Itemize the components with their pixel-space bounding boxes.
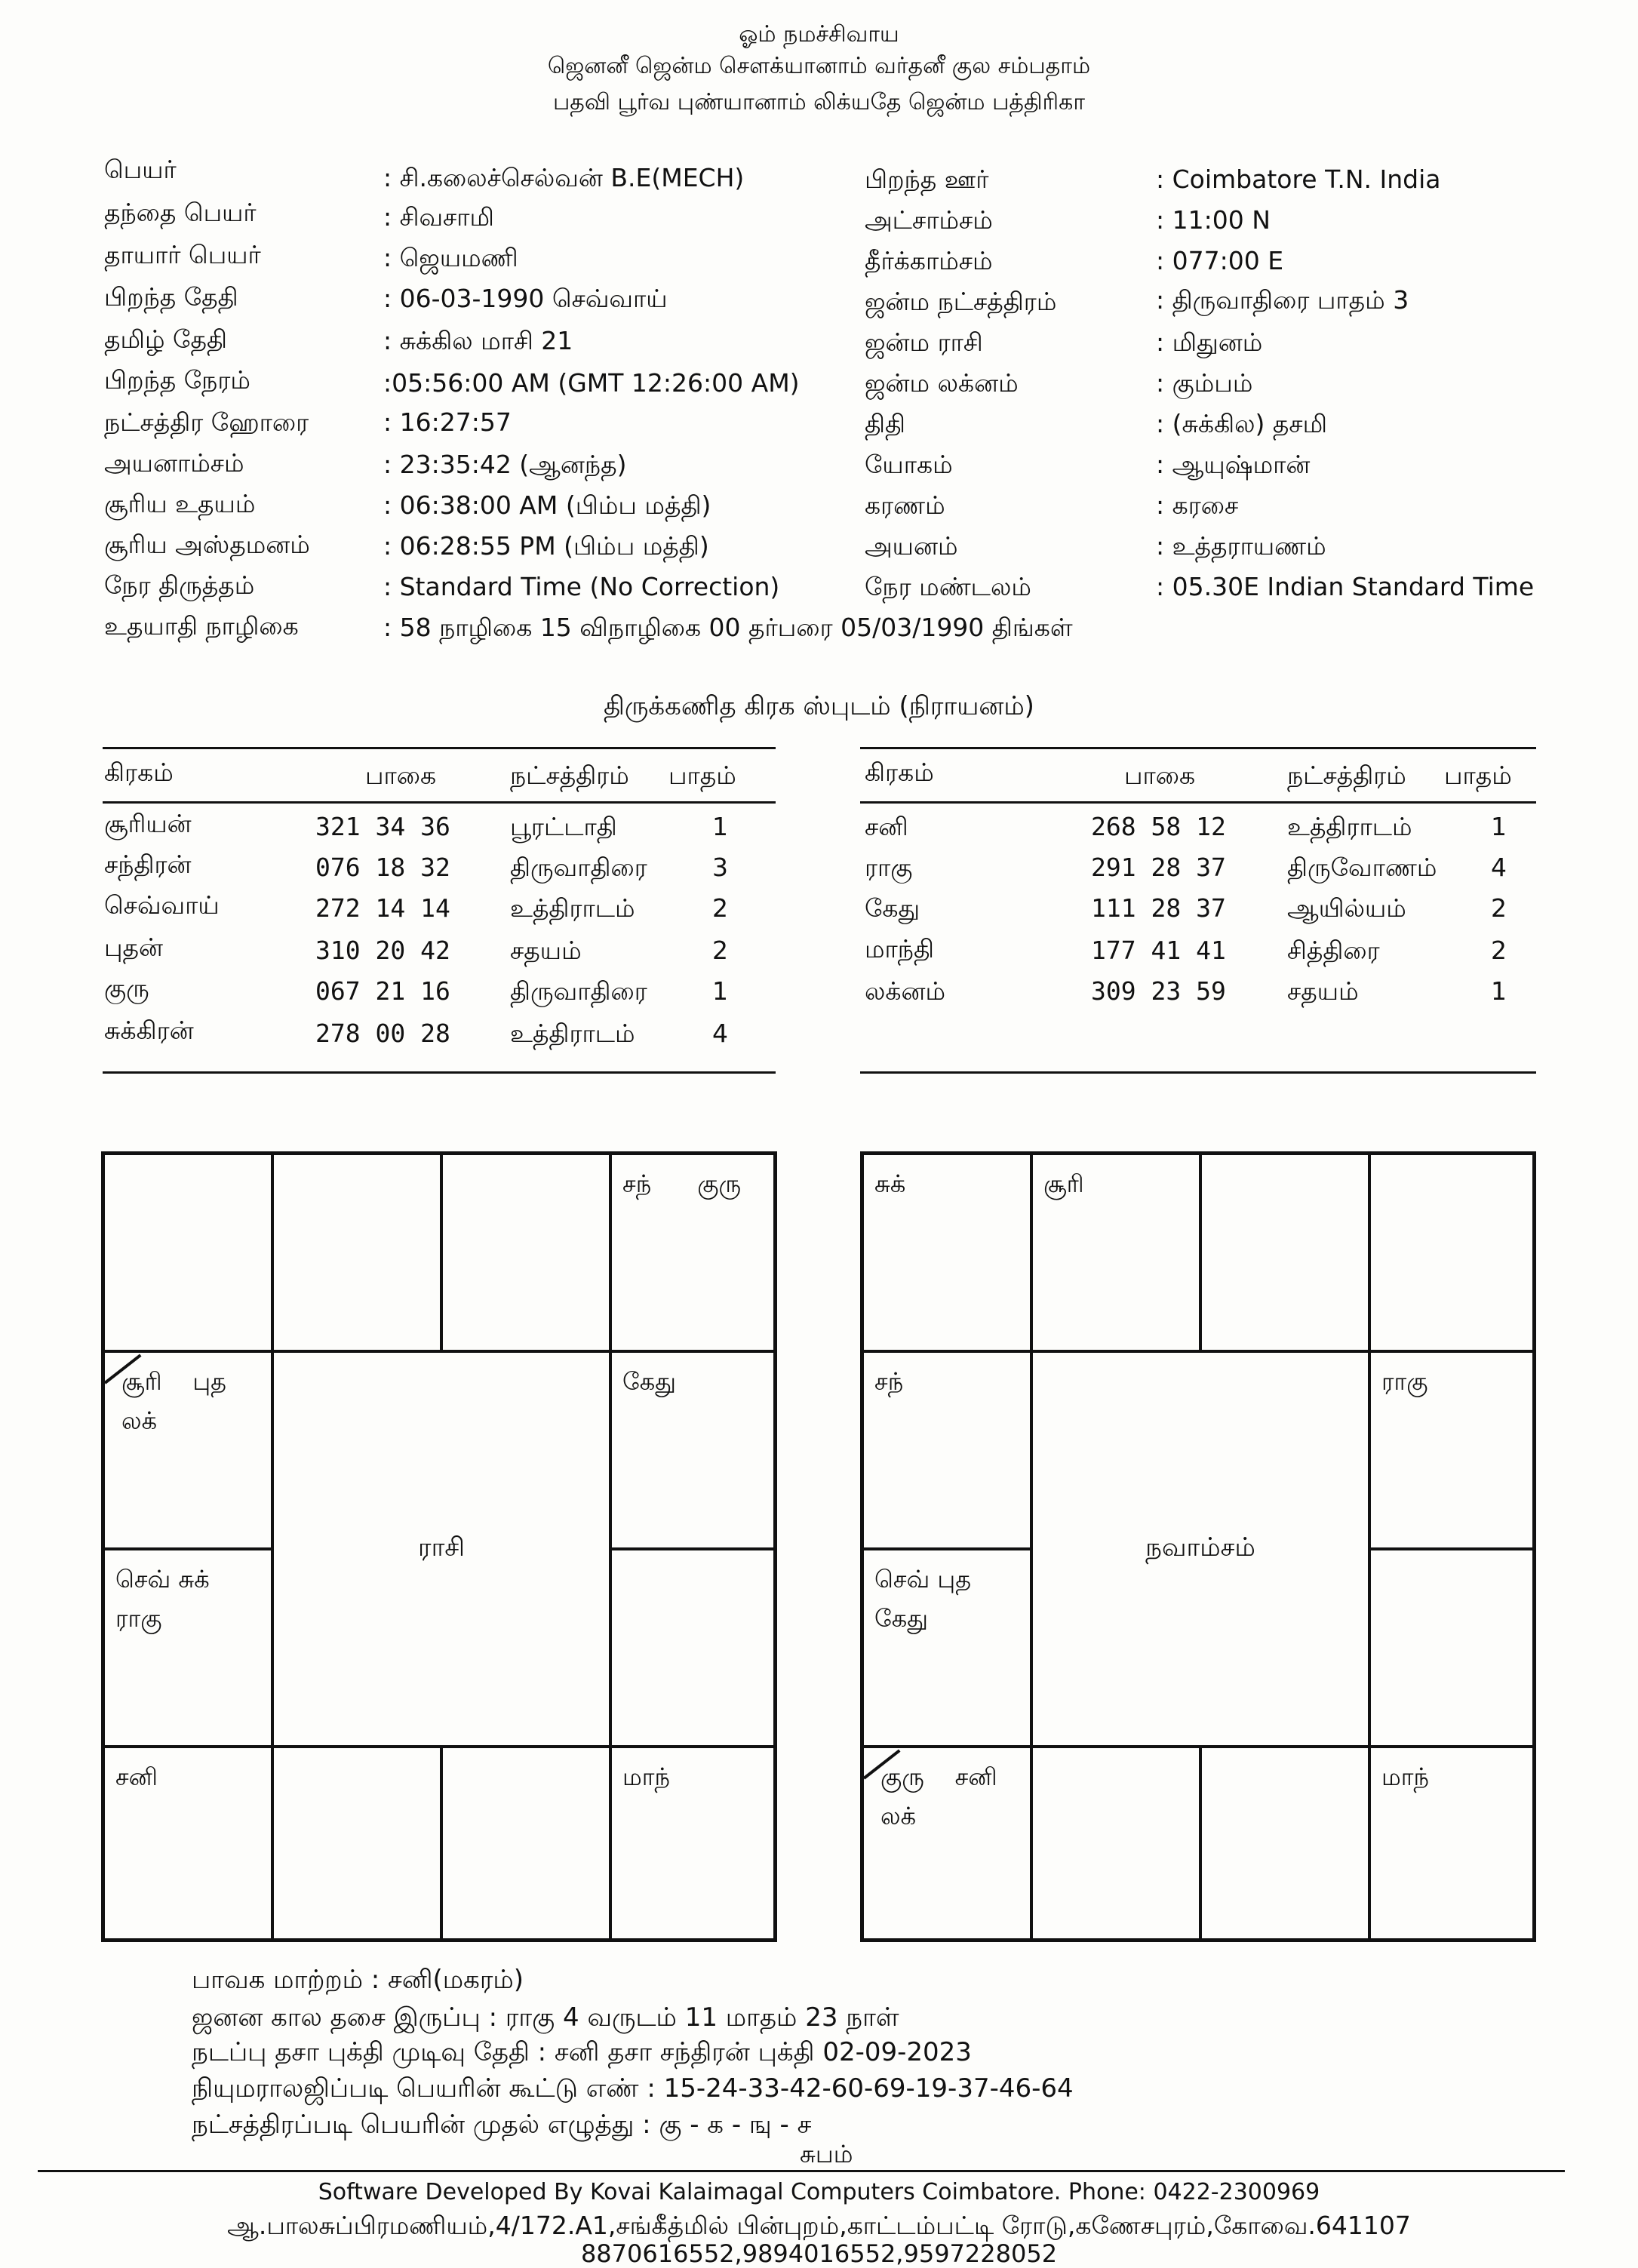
label-name: பெயர்	[104, 155, 177, 184]
cell-pada: 4	[712, 1019, 728, 1048]
rasi-house-taurus	[441, 1154, 610, 1351]
bhava-change: பாவக மாற்றம் : சனி(மகரம்)	[192, 1965, 524, 1995]
table-rule	[103, 801, 776, 804]
navamsa-house-aries: சூரி	[1031, 1154, 1200, 1351]
cell-pada: 2	[1491, 936, 1507, 965]
label-star-hora: நட்சத்திர ஹோரை	[104, 407, 309, 437]
navamsa-house-sagittarius: குரு சனி லக்	[862, 1747, 1031, 1940]
cell-star: திருவாதிரை	[510, 853, 647, 882]
cell-degree: 111 28 37	[1091, 893, 1226, 923]
cell-pada: 1	[1491, 976, 1507, 1006]
cell-pada: 2	[1491, 893, 1507, 923]
rasi-house-leo	[610, 1549, 775, 1747]
cell-pada: 3	[712, 853, 728, 882]
cell-star: உத்திராடம்	[510, 893, 635, 923]
navamsa-house-libra	[1200, 1747, 1369, 1940]
header-degree: பாகை	[1124, 761, 1196, 790]
value-birth-time: :05:56:00 AM (GMT 12:26:00 AM)	[383, 368, 800, 398]
label-janma-rasi: ஜன்ம ராசி	[865, 327, 983, 357]
value-father: : சிவசாமி	[383, 202, 495, 232]
cell-degree: 067 21 16	[315, 976, 450, 1006]
software-address: ஆ.பாலசுப்பிரமணியம்,4/172.A1,சங்கீத்மில் பின்புறம்,காட்டம்பட்டி ரோடு,கணேசபுரம்,கோவை.641107	[227, 2211, 1411, 2240]
header-line-1: ஓம் நமச்சிவாய	[739, 21, 899, 48]
footer-divider	[38, 2170, 1565, 2172]
navamsa-chart	[860, 1151, 1536, 1942]
label-yogam: யோகம்	[865, 450, 953, 479]
rasi-house-virgo: மாந்	[610, 1747, 775, 1940]
cell-planet: சனி	[865, 812, 908, 841]
numerology-total: நியுமராலஜிப்படி பெயரின் கூட்டு எண் : 15-24-33-42-60-69-19-37-46-64	[192, 2073, 1074, 2104]
rasi-chart-center	[272, 1351, 610, 1747]
cell-pada: 1	[1491, 812, 1507, 841]
navamsa-house-taurus	[1200, 1154, 1369, 1351]
label-mother: தாயார் பெயர்	[104, 240, 261, 269]
header-pada: பாதம்	[1444, 761, 1512, 790]
cell-degree: 177 41 41	[1091, 936, 1226, 965]
label-ayanamsa: அயனாம்சம்	[104, 448, 244, 478]
rasi-house-cancer: கேது	[610, 1351, 775, 1549]
navamsa-chart-center	[1031, 1351, 1369, 1747]
cell-star: சதயம்	[510, 936, 582, 965]
header-line-3: பதவி பூர்வ புண்யானாம் லிக்யதே ஜென்ம பத்திரிகா	[552, 89, 1086, 115]
navamsa-chart-label: நவாம்சம்	[1145, 1532, 1255, 1563]
cell-planet: சூரியன்	[104, 809, 192, 838]
table-rule	[103, 747, 776, 749]
cell-degree: 076 18 32	[315, 853, 450, 882]
rasi-house-aquarius: சூரி புத லக்	[103, 1351, 272, 1549]
navamsa-house-virgo: மாந்	[1369, 1747, 1534, 1940]
value-time-zone: : 05.30E Indian Standard Time	[1156, 572, 1535, 601]
cell-pada: 2	[712, 893, 728, 923]
rasi-chart-label: ராசி	[418, 1532, 465, 1563]
name-first-letters: நட்சத்திரப்படி பெயரின் முதல் எழுத்து : கு - க - ஙு - ச	[192, 2110, 812, 2140]
value-mother: : ஜெயமணி	[383, 243, 518, 272]
cell-planet: புதன்	[104, 933, 164, 962]
software-phones: 8870616552,9894016552,9597228052	[580, 2239, 1058, 2268]
navamsa-house-capricorn: செவ் புத கேது	[862, 1549, 1031, 1747]
label-longitude: தீர்க்காம்சம்	[865, 246, 993, 275]
value-star-hora: : 16:27:57	[383, 407, 512, 437]
value-yogam: : ஆயுஷ்மான்	[1156, 450, 1311, 479]
label-latitude: அட்சாம்சம்	[865, 205, 993, 235]
navamsa-house-pisces: சுக்	[862, 1154, 1031, 1351]
cell-star: பூரட்டாதி	[510, 812, 617, 841]
navamsa-house-gemini	[1369, 1154, 1534, 1351]
cell-planet: குரு	[104, 973, 149, 1003]
rasi-house-pisces	[103, 1154, 272, 1351]
label-time-correction: நேர திருத்தம்	[104, 570, 255, 600]
value-tamil-date: : சுக்கில மாசி 21	[383, 326, 573, 355]
cell-star: சதயம்	[1287, 976, 1359, 1006]
table-rule	[860, 747, 1536, 749]
header-degree: பாகை	[365, 761, 437, 790]
rasi-chart	[101, 1151, 777, 1942]
cell-planet: செவ்வாய்	[104, 890, 220, 920]
cell-star: திருவாதிரை	[510, 976, 647, 1006]
label-birth-date: பிறந்த தேதி	[104, 282, 238, 312]
table-rule	[860, 1071, 1536, 1074]
header-line-2: ஜெனனீ ஜென்ம சௌக்யானாம் வர்தனீ குல சம்பதாம்	[547, 53, 1091, 79]
current-dasa-bhukti: நடப்பு தசா புக்தி முடிவு தேதி : சனி தசா சந்திரன் புக்தி 02-09-2023	[192, 2037, 972, 2067]
software-credit: Software Developed By Kovai Kalaimagal Computers Coimbatore. Phone: 0422-2300969	[318, 2179, 1320, 2205]
value-time-correction: : Standard Time (No Correction)	[383, 572, 780, 601]
label-janma-lagna: ஜன்ம லக்னம்	[865, 368, 1019, 398]
cell-degree: 310 20 42	[315, 936, 450, 965]
planet-table-title: திருக்கணித கிரக ஸ்புடம் (நிராயனம்)	[604, 691, 1034, 721]
header-planet: கிரகம்	[865, 758, 934, 787]
label-sunset: சூரிய அஸ்தமனம்	[104, 530, 310, 559]
value-ayanam: : உத்தராயணம்	[1156, 531, 1326, 561]
cell-degree: 291 28 37	[1091, 853, 1226, 882]
label-sunrise: சூரிய உதயம்	[104, 489, 256, 518]
cell-degree: 268 58 12	[1091, 812, 1226, 841]
rasi-house-libra	[441, 1747, 610, 1940]
rasi-house-capricorn: செவ் சுக் ராகு	[103, 1549, 272, 1747]
value-name: : சி.கலைச்செல்வன் B.E(MECH)	[383, 163, 745, 192]
cell-star: சித்திரை	[1287, 936, 1380, 965]
cell-pada: 4	[1491, 853, 1507, 882]
rasi-house-aries	[272, 1154, 441, 1351]
navamsa-house-scorpio	[1031, 1747, 1200, 1940]
value-latitude: : 11:00 N	[1156, 205, 1271, 235]
value-longitude: : 077:00 E	[1156, 246, 1284, 275]
cell-star: திருவோணம்	[1287, 853, 1437, 882]
table-rule	[860, 801, 1536, 804]
cell-planet: ராகு	[865, 853, 913, 882]
cell-pada: 2	[712, 936, 728, 965]
label-tamil-date: தமிழ் தேதி	[104, 324, 227, 354]
cell-pada: 1	[712, 812, 728, 841]
label-father: தந்தை பெயர்	[104, 198, 257, 227]
rasi-house-sagittarius: சனி	[103, 1747, 272, 1940]
cell-degree: 321 34 36	[315, 812, 450, 841]
cell-star: உத்திராடம்	[510, 1019, 635, 1048]
value-janma-lagna: : கும்பம்	[1156, 368, 1253, 398]
cell-planet: மாந்தி	[865, 934, 935, 963]
header-star: நட்சத்திரம்	[1287, 761, 1406, 790]
cell-degree: 278 00 28	[315, 1019, 450, 1048]
closing-word: சுபம்	[800, 2140, 853, 2168]
label-udayadi-nazhigai: உதயாதி நாழிகை	[104, 611, 299, 641]
navamsa-house-leo	[1369, 1549, 1534, 1747]
value-sunset: : 06:28:55 PM (பிம்ப மத்தி)	[383, 531, 709, 561]
cell-degree: 272 14 14	[315, 893, 450, 923]
rasi-house-gemini: சந் குரு	[610, 1154, 775, 1351]
cell-planet: கேது	[865, 893, 920, 923]
value-janma-rasi: : மிதுனம்	[1156, 327, 1263, 357]
rasi-house-scorpio	[272, 1747, 441, 1940]
label-time-zone: நேர மண்டலம்	[865, 572, 1031, 601]
cell-star: ஆயில்யம்	[1287, 893, 1406, 923]
cell-planet: சுக்கிரன்	[104, 1016, 194, 1045]
label-ayanam: அயனம்	[865, 531, 958, 561]
value-birth-place: : Coimbatore T.N. India	[1156, 164, 1441, 194]
header-planet: கிரகம்	[104, 758, 174, 787]
header-pada: பாதம்	[668, 761, 736, 790]
birth-dasa-balance: ஜனன கால தசை இருப்பு : ராகு 4 வருடம் 11 மாதம் 23 நாள்	[192, 2002, 899, 2033]
cell-pada: 1	[712, 976, 728, 1006]
cell-planet: சந்திரன்	[104, 850, 192, 879]
value-tithi: : (சுக்கில) தசமி	[1156, 409, 1328, 438]
navamsa-house-cancer: ராகு	[1369, 1351, 1534, 1549]
cell-degree: 309 23 59	[1091, 976, 1226, 1006]
label-birth-place: பிறந்த ஊர்	[865, 164, 989, 194]
value-birth-date: : 06-03-1990 செவ்வாய்	[383, 284, 668, 313]
label-janma-star: ஜன்ம நட்சத்திரம்	[865, 287, 1057, 316]
value-ayanamsa: : 23:35:42 (ஆனந்த)	[383, 450, 627, 479]
header-star: நட்சத்திரம்	[510, 761, 629, 790]
value-sunrise: : 06:38:00 AM (பிம்ப மத்தி)	[383, 490, 711, 520]
label-karanam: கரணம்	[865, 490, 945, 520]
label-tithi: திதி	[865, 409, 906, 438]
value-janma-star: : திருவாதிரை பாதம் 3	[1156, 285, 1409, 315]
navamsa-house-aquarius: சந்	[862, 1351, 1031, 1549]
cell-planet: லக்னம்	[865, 976, 946, 1006]
label-birth-time: பிறந்த நேரம்	[104, 365, 250, 395]
value-udayadi-nazhigai: : 58 நாழிகை 15 விநாழிகை 00 தர்பரை 05/03/1990 திங்கள்	[383, 613, 1073, 642]
cell-star: உத்திராடம்	[1287, 812, 1412, 841]
value-karanam: : கரசை	[1156, 490, 1239, 520]
table-rule	[103, 1071, 776, 1074]
